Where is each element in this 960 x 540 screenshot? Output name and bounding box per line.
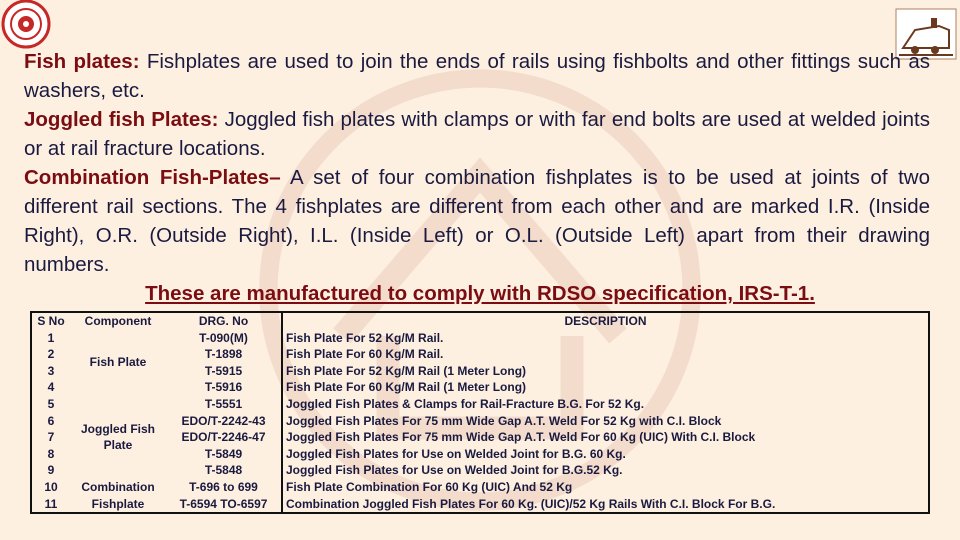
cell-description: Fish Plate Combination For 60 Kg (UIC) And 52 Kg [286,479,573,494]
body-joggled-fish-plates: Joggled fish plates with clamps or with far end bolts are used at welded joints or at rail fracture locations. [24,108,930,160]
cell-description: Fish Plate For 52 Kg/M Rail. [286,330,444,345]
cell-drg-no: T-5551 [166,396,282,413]
cell-description: Joggled Fish Plates for Use on Welded Joint for B.G. 60 Kg. [286,446,626,461]
cell-drg-no: T-090(M) [166,330,282,347]
indian-railways-logo [0,0,58,52]
cell-description: Joggled Fish Plates For 75 mm Wide Gap A.T. Weld For 60 Kg (UIC) With C.I. Block [286,430,756,445]
cell-description: Joggled Fish Plates & Clamps for Rail-Fracture B.G. For 52 Kg. [286,396,645,411]
table-header-row [31,312,929,330]
cell-drg-no: T-5848 [166,462,282,479]
cell-sno: 5 [47,396,55,411]
cell-description: Fish Plate For 60 Kg/M Rail (1 Meter Long) [286,380,527,395]
header-component: Component [84,314,152,328]
term-fish-plates: Fish plates: [24,50,140,73]
table-row [31,462,929,479]
body-combination-fish-plates: A set of four combination fishplates is to be used at joints of two different rail sections. The 4 fishplates are different from each other and are marked I.R. (Inside Right), O.R. (Outside Right), I.L. (Inside Left) or O.L. (Outside Left) apart from their drawing numbers. [24,166,930,276]
table-row [31,363,929,380]
cell-sno: 2 [47,347,55,362]
cell-sno: 11 [44,496,58,511]
content-text [24,47,930,279]
cell-drg-no: T-1898 [166,346,282,363]
cell-sno: 3 [47,363,55,378]
cell-drg-no: T-6594 TO-6597 [166,496,282,514]
cell-description: Fish Plate For 52 Kg/M Rail (1 Meter Long) [286,363,527,378]
cell-sno: 1 [47,330,55,345]
table-row [31,346,929,363]
body-fish-plates: Fishplates are used to join the ends of rails using fishbolts and other fittings such as washers, etc. [24,50,930,102]
table-row [31,429,929,446]
header-sno: S No [37,314,65,328]
cell-sno: 9 [47,463,55,478]
cell-drg-no: EDO/T-2246-47 [166,429,282,446]
cell-drg-no: T-5916 [166,379,282,396]
cell-drg-no: T-696 to 699 [166,479,282,496]
cell-drg-no: T-5915 [166,363,282,380]
cell-drg-no: T-5849 [166,446,282,463]
cell-description: Joggled Fish Plates for Use on Welded Joint for B.G.52 Kg. [286,463,623,478]
header-drg-no: DRG. No [166,312,282,330]
cell-sno: 7 [47,430,55,445]
table-row [31,446,929,463]
term-joggled-fish-plates: Joggled fish Plates: [24,108,219,131]
paragraph-joggled-fish-plates [24,105,930,163]
cell-sno: 4 [47,380,55,395]
cell-description: Joggled Fish Plates For 75 mm Wide Gap A.T. Weld For 52 Kg with C.I. Block [286,413,722,428]
table-row [31,330,929,347]
table-row [31,479,929,496]
paragraph-fish-plates [24,47,930,105]
table-row [31,496,929,514]
cell-sno: 8 [47,446,55,461]
term-combination-fish-plates: Combination Fish-Plates– [24,166,281,189]
cell-component-group: Combination Fishplate [81,479,155,511]
cell-description: Fish Plate For 60 Kg/M Rail. [286,347,444,362]
cell-component-group: Fish Plate [89,355,147,370]
header-description: DESCRIPTION [564,314,647,328]
cell-drg-no: EDO/T-2242-43 [166,413,282,430]
table-row [31,379,929,396]
table-row [31,413,929,430]
cell-component-group: Joggled Fish Plate [80,421,155,453]
cell-description: Combination Joggled Fish Plates For 60 Kg. (UIC)/52 Kg Rails With C.I. Block For B.G. [286,496,776,511]
specification-line: These are manufactured to comply with RDSO specification, IRS-T-1. [145,282,815,305]
cell-sno: 6 [47,413,55,428]
paragraph-combination-fish-plates [24,163,930,279]
table-row [31,396,929,413]
fishplate-table [30,311,930,514]
cell-sno: 10 [44,479,58,494]
